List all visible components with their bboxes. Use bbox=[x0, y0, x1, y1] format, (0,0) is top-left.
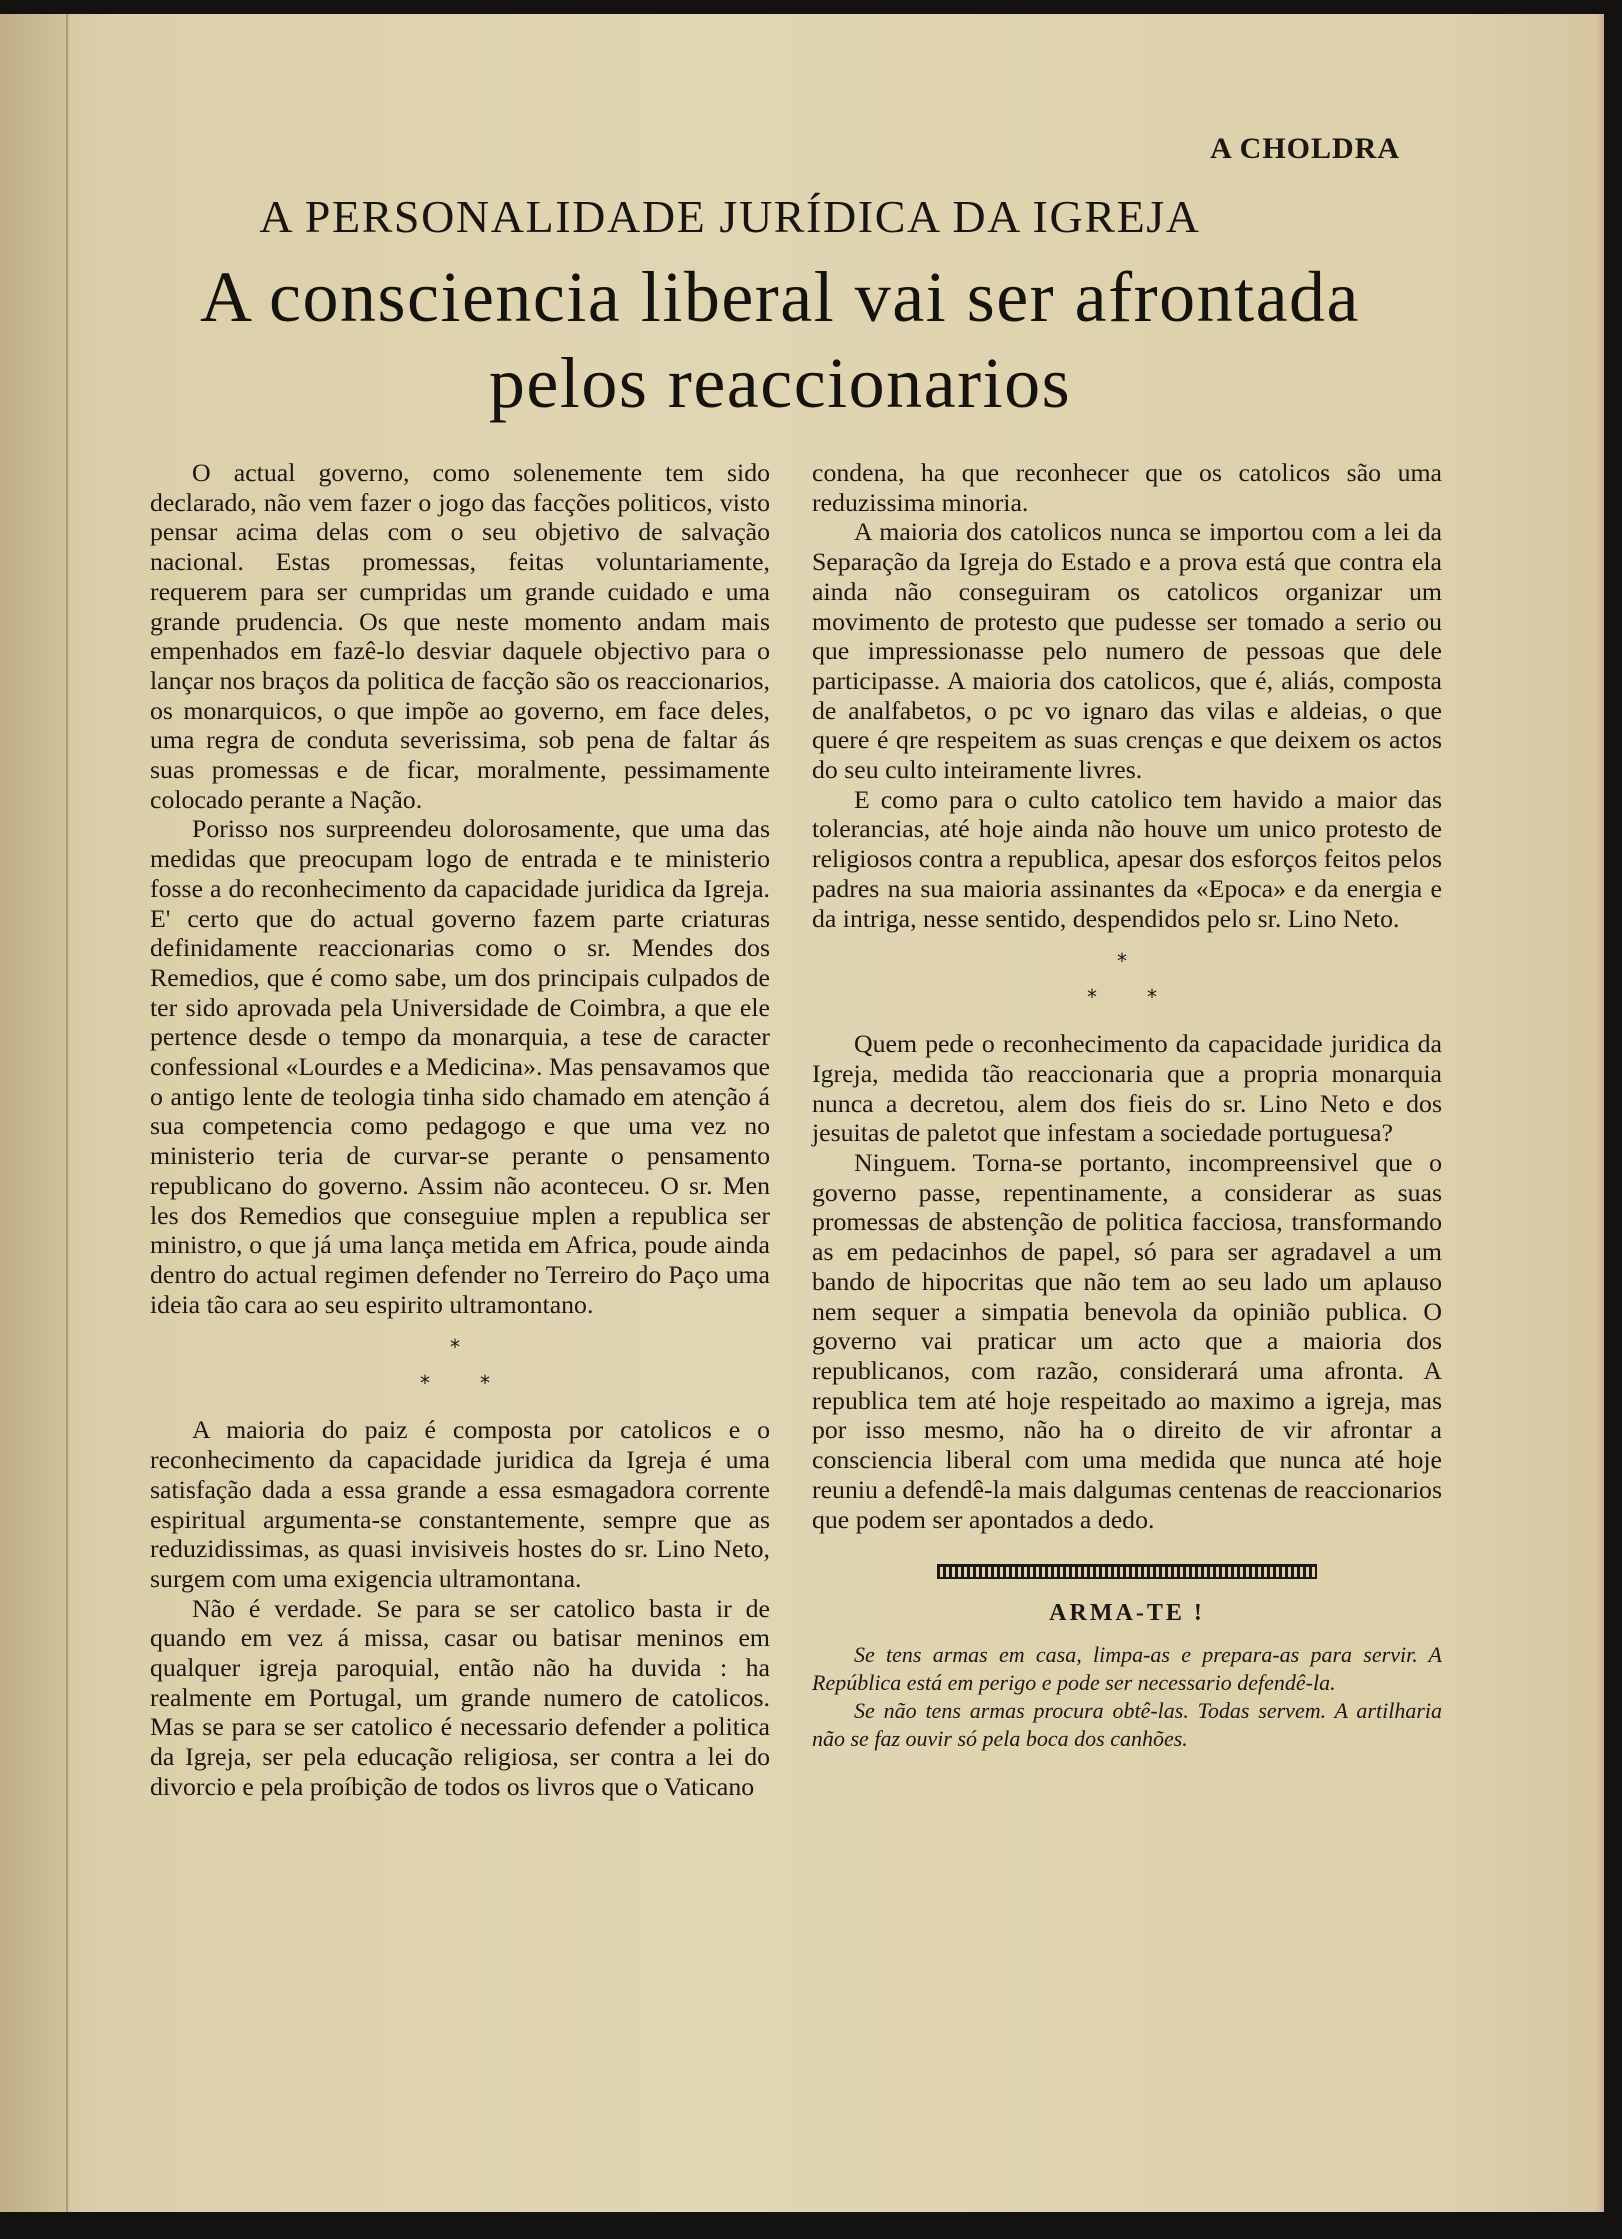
left-paragraph-4: Não é verdade. Se para se ser catolico basta ir de quando em vez á missa, casar ou batisar meninos em qualquer igreja paroquial, então não ha duvida : ha realmente em Portugal, um grande numero de catolicos. Mas se para se ser catolico é necessario defender a politica da Igreja, ser pela educação religiosa, ser contra a lei do divorcio e pela proíbição de todos os livros que o Vaticano bbox=[150, 1593, 770, 1801]
right-paragraph-4: Quem pede o reconhecimento da capacidade juridica da Igreja, medida tão reaccionaria que a propria monarquia nunca a decretou, alem dos fieis do sr. Lino Neto e dos jesuitas de paletot que infestam a sociedade portuguesa? bbox=[812, 1029, 1442, 1148]
right-paragraph-1: condena, ha que reconhecer que os catolicos são uma reduzissima minoria. bbox=[812, 458, 1442, 517]
page-spine bbox=[0, 14, 70, 2212]
headline-line-2: pelos reaccionarios bbox=[488, 343, 1072, 423]
separator-star: * bbox=[1087, 985, 1097, 1010]
headline-line-1: A consciencia liberal vai ser afrontada bbox=[200, 257, 1360, 337]
separator-star: * bbox=[1147, 985, 1157, 1010]
left-paragraph-2: Porisso nos surpreendeu dolorosamente, que uma das medidas que preocupam logo de entrada e te ministerio fosse a do reconhecimento da capacidade juridica da Igreja. E' certo que do actual governo fazem parte criaturas definidamente reaccionarias como o sr. Mendes dos Remedios, que é como sabe, um dos principais culpados de ter sido aprovada pela Universidade de Coimbra, a que ele pertence desde o tempo da monarquia, a tese de caracter confessional «Lourdes e a Medicina». Mas pensavamos que o antigo lente de teologia tinha sido chamado em atenção á sua competencia como pedagogo e que uma vez no ministerio teria de curvar-se perante o pensamento republicano do governo. Assim não aconteceu. O sr. Men les dos Remedios que conseguiue mplen a republica ser ministro, o que já uma lança metida em Africa, poude ainda dentro do actual regimen defender no Terreiro do Paço uma ideia tão cara ao seu espirito ultramontano. bbox=[150, 814, 770, 1319]
box-title: ARMA-TE ! bbox=[1049, 1600, 1205, 1627]
section-separator bbox=[150, 1319, 770, 1415]
section-separator bbox=[812, 933, 1442, 1029]
page-fold-line bbox=[66, 14, 68, 2212]
article-kicker: A PERSONALIDADE JURÍDICA DA IGREJA bbox=[259, 191, 1201, 242]
left-column bbox=[150, 458, 770, 1802]
separator-star: * bbox=[480, 1371, 490, 1396]
separator-star: * bbox=[420, 1371, 430, 1396]
separator-star: * bbox=[450, 1335, 460, 1360]
arma-te-box bbox=[812, 1599, 1442, 1753]
box-line-2: Se não tens armas procura obtê-las. Todas servem. A artilharia não se faz ouvir só pela boca dos canhões. bbox=[812, 1697, 1442, 1751]
right-paragraph-5: Ninguem. Torna-se portanto, incompreensivel que o governo passe, repentinamente, a considerar as suas promessas de abstenção de politica facciosa, transformando as em pedacinhos de papel, só para ser agradavel a um bando de hipocritas que não tem ao seu lado um aplauso nem sequer a simpatia benevola da opinião publica. O governo vai praticar um acto que a maioria dos republicanos, com razão, considerará uma afronta. A republica tem até hoje respeitado ao maximo a igreja, mas por isso mesmo, não ha o direito de vir afrontar a consciencia liberal com uma medida que nunca até hoje reuniu a defendê-la mais dalgumas centenas de reaccionarios que podem ser apontados a dedo. bbox=[812, 1148, 1442, 1534]
magazine-page bbox=[0, 14, 1604, 2212]
left-paragraph-1: O actual governo, como solenemente tem sido declarado, não vem fazer o jogo das facções politicos, visto pensar acima delas com o seu objetivo de salvação nacional. Estas promessas, feitas voluntariamente, requerem para ser cumpridas um grande cuidado e uma grande prudencia. Os que neste momento andam mais empenhados em fazê-lo desviar daquele objectivo para o lançar nos braços da politica de facção são os reaccionarios, os monarquicos, o que impõe ao governo, em face deles, uma regra de conduta severissima, sob pena de faltar ás suas promessas e de ficar, moralmente, pessimamente colocado perante a Nação. bbox=[150, 458, 770, 814]
box-line-1: Se tens armas em casa, limpa-as e prepara-as para servir. A República está em perigo e pode ser necessario defendê-la. bbox=[812, 1641, 1442, 1695]
right-paragraph-2: A maioria dos catolicos nunca se importou com a lei da Separação da Igreja do Estado e a prova está que contra ela ainda não conseguiram os catolicos organizar um movimento de protesto que pudesse ser tomado a serio ou que impressionasse pelo numero de pessoas que dele participasse. A maioria dos catolicos, que é, aliás, composta de analfabetos, o pc vo ignaro das vilas e aldeias, o que quere é qre respeitem as suas crenças e que deixem os actos do seu culto inteiramente livres. bbox=[812, 517, 1442, 785]
right-paragraph-3: E como para o culto catolico tem havido a maior das tolerancias, até hoje ainda não houve um unico protesto de religiosos contra a republica, apesar dos esforços feitos pelos padres na sua maioria assinantes da «Epoca» e da energia e da intriga, nesse sentido, despendidos pelo sr. Lino Neto. bbox=[812, 784, 1442, 933]
running-head: A CHOLDRA bbox=[1210, 132, 1400, 165]
decorative-rule bbox=[937, 1564, 1317, 1579]
left-paragraph-3: A maioria do paiz é composta por catolicos e o reconhecimento da capacidade juridica da Igreja é uma satisfação dada a essa grande a essa esmagadora corrente espiritual argumenta-se constantemente, sempre que as reduzidissimas, as quasi invisiveis hostes do sr. Lino Neto, surgem com uma exigencia ultramontana. bbox=[150, 1415, 770, 1593]
right-column bbox=[812, 458, 1442, 1753]
page-right-edge bbox=[1596, 14, 1604, 2212]
article-headline bbox=[110, 254, 1450, 426]
separator-star: * bbox=[1117, 949, 1127, 974]
